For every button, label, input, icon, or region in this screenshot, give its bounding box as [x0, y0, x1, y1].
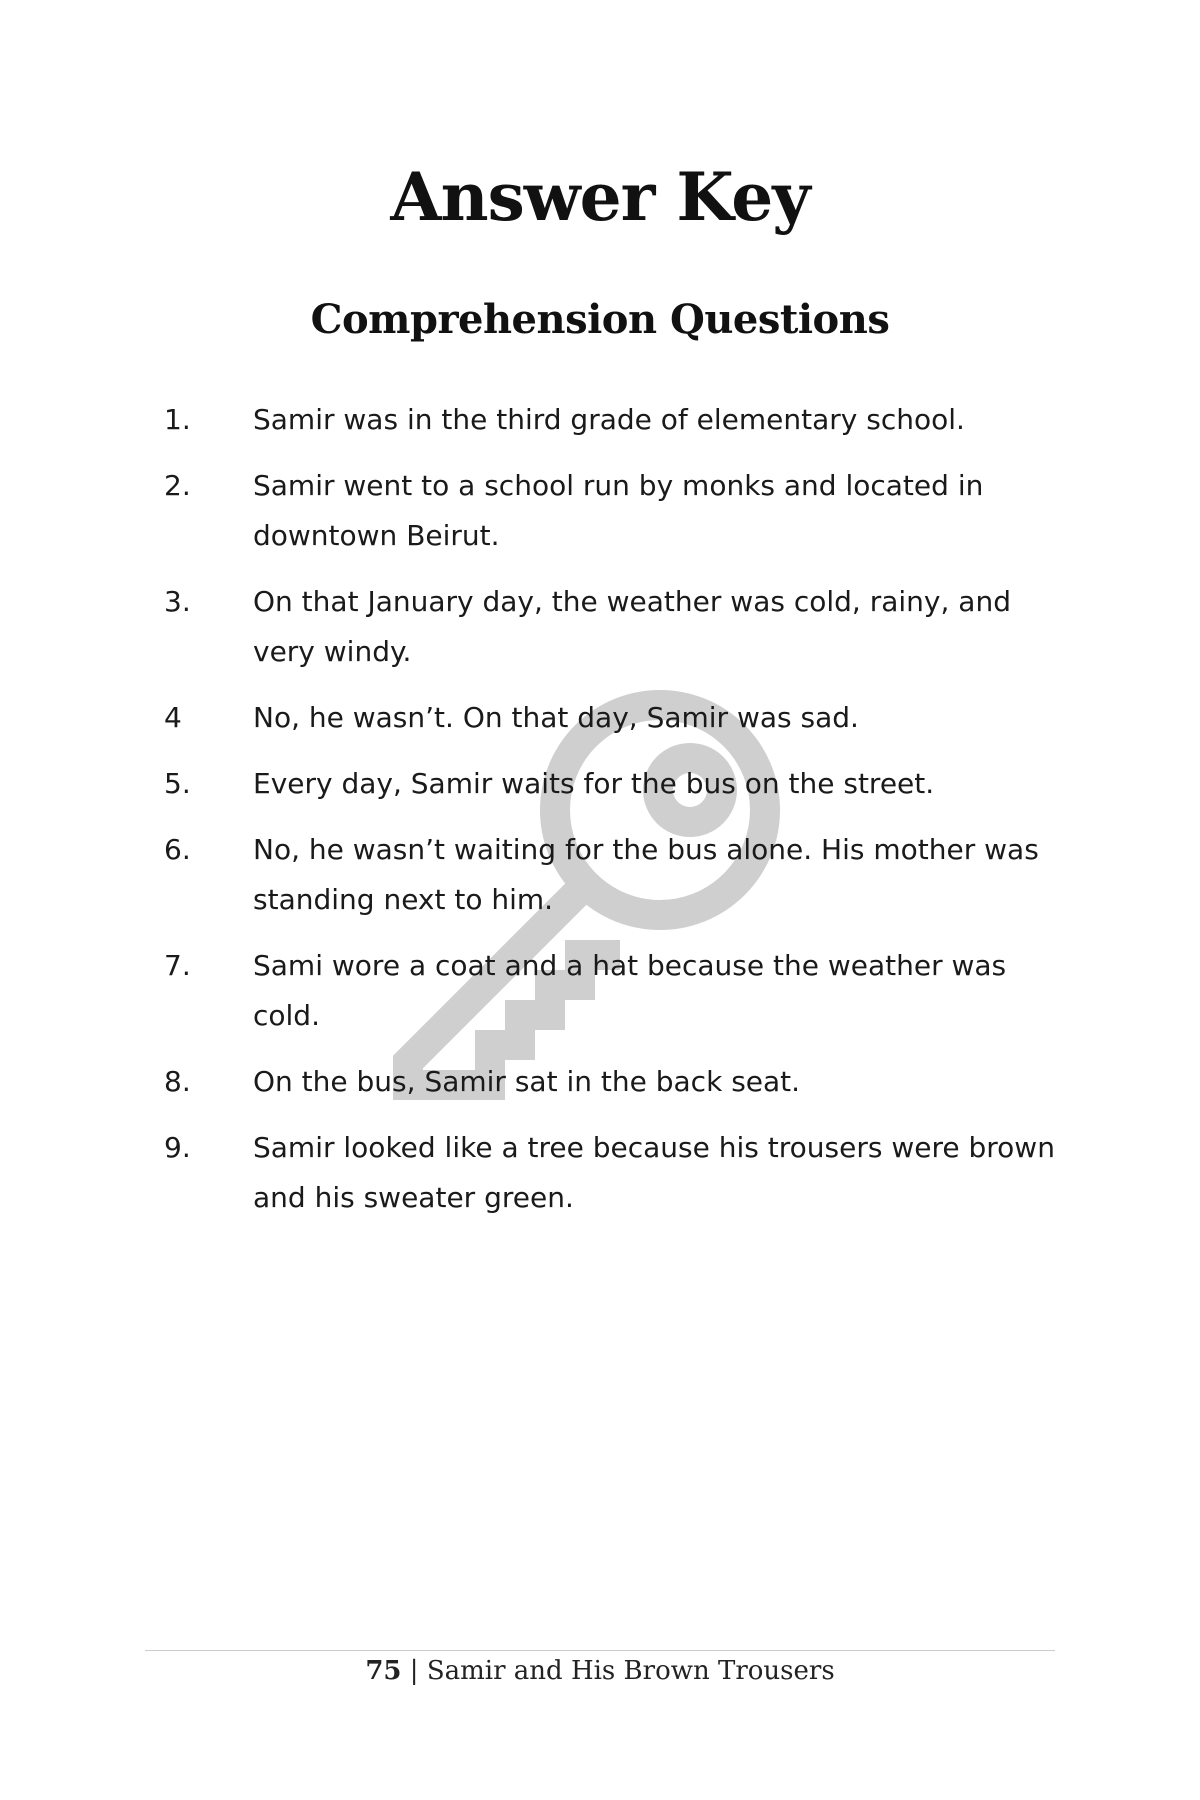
answer-text: Samir was in the third grade of elementary school. — [253, 403, 965, 436]
list-item — [0, 825, 1200, 925]
answer-number: 3. — [164, 585, 191, 618]
answer-text: On the bus, Samir sat in the back seat. — [253, 1065, 801, 1098]
list-item — [0, 461, 1200, 561]
answer-number: 8. — [164, 1065, 191, 1098]
list-item — [0, 941, 1200, 1041]
list-item — [0, 759, 1200, 809]
answer-text: Every day, Samir waits for the bus on the street. — [253, 767, 935, 800]
answer-text: Samir looked like a tree because his trousers were brown and his sweater green. — [253, 1131, 1055, 1214]
answer-number: 2. — [164, 469, 191, 502]
answer-number: 9. — [164, 1131, 191, 1164]
page-footer — [0, 1656, 1200, 1686]
answer-list — [0, 395, 1200, 1239]
answer-text: No, he wasn’t waiting for the bus alone. His mother was standing next to him. — [253, 833, 1039, 916]
section-heading: Comprehension Questions — [310, 296, 890, 343]
list-item — [0, 693, 1200, 743]
answer-text: No, he wasn’t. On that day, Samir was sad. — [253, 701, 859, 734]
answer-number: 7. — [164, 949, 191, 982]
answer-number: 6. — [164, 833, 191, 866]
answer-text: On that January day, the weather was cold, rainy, and very windy. — [253, 585, 1011, 668]
list-item — [0, 395, 1200, 445]
answer-number: 5. — [164, 767, 191, 800]
list-item — [0, 1057, 1200, 1107]
answer-text: Sami wore a coat and a hat because the weather was cold. — [253, 949, 1007, 1032]
footer-separator: | — [409, 1656, 419, 1686]
book-title: Samir and His Brown Trousers — [426, 1656, 835, 1686]
answer-text: Samir went to a school run by monks and located in downtown Beirut. — [253, 469, 984, 552]
list-item — [0, 1123, 1200, 1223]
answer-number: 4 — [164, 701, 182, 734]
page-number: 75 — [365, 1656, 402, 1686]
page-title: Answer Key — [390, 158, 810, 236]
list-item — [0, 577, 1200, 677]
answer-number: 1. — [164, 403, 191, 436]
footer-divider — [145, 1650, 1055, 1651]
